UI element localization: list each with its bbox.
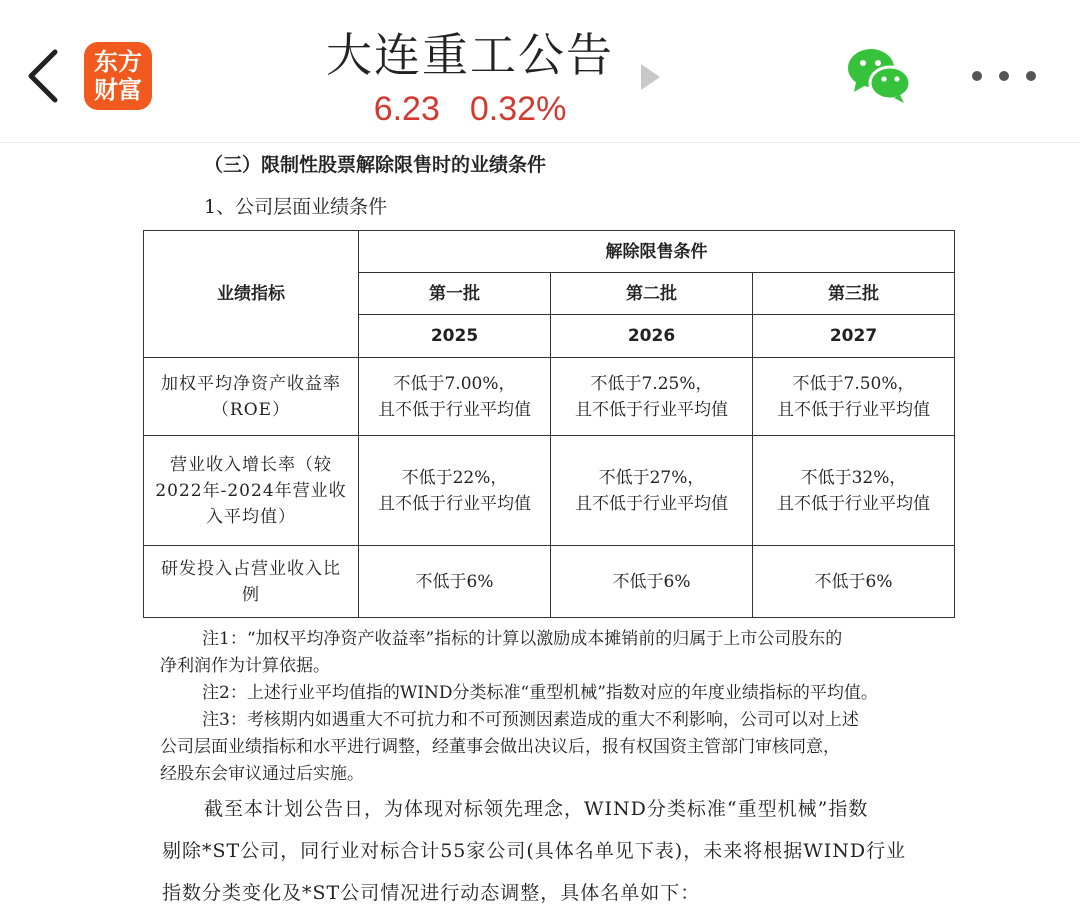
condition-text: 且不低于行业平均值 — [378, 399, 531, 420]
metric-header: 业绩指标 — [144, 231, 359, 358]
condition-text: 不低于7.50%， — [792, 373, 915, 394]
note-line: 经股东会审议通过后实施。 — [160, 764, 364, 784]
table-row — [144, 546, 955, 618]
condition-text: 不低于6% — [415, 571, 494, 592]
metric-cell — [144, 358, 359, 436]
metric-text: 例 — [242, 584, 260, 605]
table-notes — [160, 626, 960, 788]
metric-text: 2022年-2024年营业收 — [155, 480, 347, 501]
year-header: 2026 — [551, 315, 753, 358]
note-line: 注3：考核期内如遇重大不可抗力和不可预测因素造成的重大不利影响，公司可以对上述 — [202, 710, 859, 730]
condition-text: 不低于27%， — [598, 467, 705, 488]
eastmoney-logo — [84, 42, 152, 110]
metric-text: 研发投入占营业收入比 — [161, 558, 341, 579]
condition-cell — [753, 436, 955, 546]
note-line: 净利润作为计算依据。 — [160, 656, 330, 676]
page-title: 大连重工公告 — [326, 28, 614, 82]
paragraph-line: 截至本计划公告日，为体现对标领先理念，WIND分类标准“重型机械”指数 — [204, 798, 869, 820]
paragraph-line: 剔除*ST公司，同行业对标合计55家公司(具体名单见下表)，未来将根据WIND行业 — [162, 840, 907, 862]
condition-header: 解除限售条件 — [359, 231, 955, 273]
condition-text: 不低于6% — [814, 571, 893, 592]
app-header — [0, 0, 1080, 143]
note-line: 注2：上述行业平均值指的WIND分类标准“重型机械”指数对应的年度业绩指标的平均值。 — [202, 683, 878, 703]
play-icon[interactable] — [638, 62, 662, 92]
year-header: 2027 — [753, 315, 955, 358]
condition-text: 不低于32%， — [800, 467, 907, 488]
sub-title: 1、公司层面业绩条件 — [204, 196, 388, 218]
table-row — [144, 436, 955, 546]
condition-cell — [359, 358, 551, 436]
wechat-icon — [846, 46, 912, 104]
metric-text: 加权平均净资产收益率 — [161, 373, 341, 394]
metric-text: 营业收入增长率（较 — [170, 454, 332, 475]
announcement-document — [0, 142, 1080, 920]
more-options-button[interactable] — [972, 56, 1036, 96]
condition-cell — [359, 546, 551, 618]
condition-text: 且不低于行业平均值 — [575, 493, 728, 514]
section-title: （三）限制性股票解除限售时的业绩条件 — [204, 154, 547, 176]
condition-text: 且不低于行业平均值 — [777, 399, 930, 420]
wechat-share-button[interactable] — [846, 46, 912, 104]
condition-text: 且不低于行业平均值 — [378, 493, 531, 514]
logo-text-line1: 东方 — [94, 48, 142, 76]
performance-conditions-table — [143, 230, 955, 618]
more-dot-icon — [1026, 71, 1036, 81]
condition-cell — [551, 358, 753, 436]
more-dot-icon — [972, 71, 982, 81]
note-line: 公司层面业绩指标和水平进行调整，经董事会做出决议后，报有权国资主管部门审核同意， — [160, 737, 840, 757]
condition-text: 不低于7.25%， — [590, 373, 713, 394]
condition-cell — [359, 436, 551, 546]
condition-cell — [753, 546, 955, 618]
table-row — [144, 358, 955, 436]
more-dot-icon — [999, 71, 1009, 81]
body-paragraph — [162, 788, 952, 914]
condition-text: 不低于6% — [612, 571, 691, 592]
back-button[interactable] — [18, 44, 68, 108]
chevron-left-icon — [25, 46, 61, 106]
condition-text: 不低于22%， — [401, 467, 508, 488]
stock-price: 6.23 — [373, 90, 440, 128]
batch-header: 第二批 — [551, 273, 753, 315]
metric-text: （ROE） — [211, 399, 291, 420]
condition-text: 不低于7.00%， — [393, 373, 516, 394]
metric-text: 入平均值） — [206, 506, 296, 527]
paragraph-line: 指数分类变化及*ST公司情况进行动态调整，具体名单如下： — [162, 882, 701, 904]
logo-text-line2: 财富 — [94, 76, 142, 104]
condition-text: 且不低于行业平均值 — [777, 493, 930, 514]
batch-header: 第三批 — [753, 273, 955, 315]
condition-cell — [551, 546, 753, 618]
stock-title-block — [290, 26, 650, 130]
condition-cell — [551, 436, 753, 546]
condition-cell — [753, 358, 955, 436]
condition-text: 且不低于行业平均值 — [575, 399, 728, 420]
stock-quote — [290, 88, 650, 130]
note-line: 注1：“加权平均净资产收益率”指标的计算以激励成本摊销前的归属于上市公司股东的 — [202, 629, 843, 649]
stock-change: 0.32% — [469, 90, 567, 128]
metric-cell — [144, 436, 359, 546]
year-header: 2025 — [359, 315, 551, 358]
batch-header: 第一批 — [359, 273, 551, 315]
metric-cell — [144, 546, 359, 618]
